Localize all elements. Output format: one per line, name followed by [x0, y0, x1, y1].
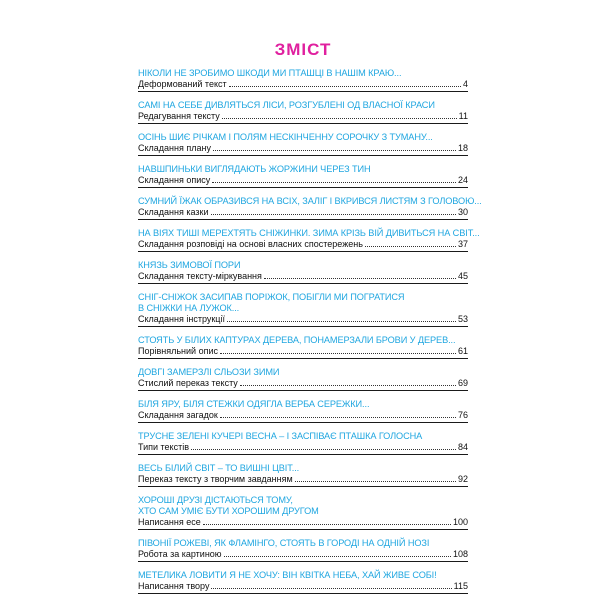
toc-entry — [138, 431, 468, 455]
toc-heading-line: БІЛЯ ЯРУ, БІЛЯ СТЕЖКИ ОДЯГЛА ВЕРБА СЕРЕЖКИ... — [138, 399, 370, 409]
toc-heading-line: НАВШПИНЬКИ ВИГЛЯДАЮТЬ ЖОРЖИНИ ЧЕРЕЗ ТИН — [138, 164, 371, 174]
toc-entry-heading — [138, 431, 468, 442]
page-title: ЗМІСТ — [274, 40, 332, 59]
toc-entry — [138, 495, 468, 530]
toc-entry — [138, 292, 468, 327]
toc-entry-heading — [138, 292, 468, 314]
toc-entry-row — [138, 207, 468, 220]
toc-entry-page-number: 69 — [457, 378, 468, 388]
toc-heading-line: КНЯЗЬ ЗИМОВОЇ ПОРИ — [138, 260, 241, 270]
toc-entry-row — [138, 517, 468, 530]
toc-entry-row — [138, 314, 468, 327]
toc-entry-row — [138, 143, 468, 156]
toc-entry-row — [138, 239, 468, 252]
toc-heading-line: НІКОЛИ НЕ ЗРОБИМО ШКОДИ МИ ПТАШЦІ В НАШІМ КРАЮ... — [138, 68, 402, 78]
toc-entry-label: Складання опису — [138, 175, 211, 185]
toc-entry-heading — [138, 100, 468, 111]
toc-entry-label: Написання есе — [138, 517, 201, 527]
toc-entry-row — [138, 79, 468, 92]
dot-leader — [213, 150, 456, 151]
toc-heading-line: ХОРОШІ ДРУЗІ ДІСТАЮТЬСЯ ТОМУ, — [138, 495, 293, 505]
dot-leader — [295, 481, 456, 482]
toc-entry-row — [138, 549, 468, 562]
toc-entry-page-number: 11 — [458, 111, 468, 121]
toc-entry — [138, 132, 468, 156]
toc-entry-heading — [138, 68, 468, 79]
dot-leader — [203, 524, 451, 525]
toc-entry-page-number: 61 — [457, 346, 468, 356]
toc-heading-line: ПІВОНІЇ РОЖЕВІ, ЯК ФЛАМІНГО, СТОЯТЬ В ГОРОДІ НА ОДНІЙ НОЗІ — [138, 538, 430, 548]
toc-entry-heading — [138, 399, 468, 410]
toc-entry-page-number: 37 — [457, 239, 468, 249]
toc-entry — [138, 196, 482, 220]
toc-entry-heading — [138, 463, 468, 474]
dot-leader — [191, 449, 456, 450]
dot-leader — [220, 353, 456, 354]
toc-entry-heading — [138, 495, 468, 517]
toc-entry-row — [138, 346, 468, 359]
toc-entry-page-number: 45 — [457, 271, 468, 281]
toc-entry-row — [138, 271, 468, 284]
toc-entry-label: Робота за картиною — [138, 549, 222, 559]
dot-leader — [227, 321, 456, 322]
toc-list — [138, 68, 482, 594]
toc-entry — [138, 228, 480, 252]
toc-entry-page-number: 4 — [462, 79, 468, 89]
toc-entry-page-number: 76 — [457, 410, 468, 420]
toc-entry-label: Складання розповіді на основі власних спостережень — [138, 239, 363, 249]
toc-entry-page-number: 53 — [457, 314, 468, 324]
dot-leader — [224, 556, 451, 557]
dot-leader — [211, 588, 451, 589]
dot-leader — [222, 118, 457, 119]
dot-leader — [212, 182, 456, 183]
toc-entry — [138, 538, 468, 562]
toc-entry-heading — [138, 132, 468, 143]
toc-entry-page-number: 92 — [457, 474, 468, 484]
toc-entry-page-number: 30 — [457, 207, 468, 217]
dot-leader — [220, 417, 456, 418]
toc-entry-row — [138, 378, 468, 391]
toc-entry-page-number: 18 — [457, 143, 468, 153]
toc-entry — [138, 260, 468, 284]
toc-heading-line: В СНІЖКИ НА ЛУЖОК... — [138, 303, 240, 313]
toc-entry-label: Написання твору — [138, 581, 210, 591]
dot-leader — [264, 278, 456, 279]
toc-entry-page-number: 24 — [457, 175, 468, 185]
toc-heading-line: ВЕСЬ БІЛИЙ СВІТ – ТО ВИШНІ ЦВІТ... — [138, 463, 300, 473]
toc-entry-label: Складання казки — [138, 207, 209, 217]
toc-entry-label: Стислий переказ тексту — [138, 378, 238, 388]
toc-entry-heading — [138, 538, 468, 549]
dot-leader — [211, 214, 456, 215]
toc-entry-page-number: 115 — [453, 581, 468, 591]
toc-heading-line: ТРУСНЕ ЗЕЛЕНІ КУЧЕРІ ВЕСНА – І ЗАСПІВАЄ ПТАШКА ГОЛОСНА — [138, 431, 423, 441]
toc-entry-heading — [138, 228, 480, 239]
toc-entry — [138, 570, 468, 594]
toc-entry-label: Деформований текст — [138, 79, 227, 89]
dot-leader — [229, 86, 461, 87]
toc-entry — [138, 463, 468, 487]
toc-entry — [138, 164, 468, 188]
table-of-contents — [138, 40, 482, 602]
toc-entry-page-number: 84 — [457, 442, 468, 452]
toc-entry-row — [138, 581, 468, 594]
toc-entry — [138, 100, 468, 124]
toc-entry-label: Складання плану — [138, 143, 211, 153]
toc-heading-line: СТОЯТЬ У БІЛИХ КАПТУРАХ ДЕРЕВА, ПОНАМЕРЗАЛИ БРОВИ У ДЕРЕВ... — [138, 335, 456, 345]
toc-entry-label: Типи текстів — [138, 442, 189, 452]
toc-entry-heading — [138, 196, 482, 207]
toc-entry-heading — [138, 164, 468, 175]
toc-entry-page-number: 108 — [452, 549, 468, 559]
toc-heading-line: ОСІНЬ ШИЄ РІЧКАМ І ПОЛЯМ НЕСКІНЧЕННУ СОРОЧКУ З ТУМАНУ... — [138, 132, 433, 142]
toc-entry-page-number: 100 — [452, 517, 468, 527]
toc-entry — [138, 68, 468, 92]
toc-entry-row — [138, 111, 468, 124]
toc-entry-row — [138, 442, 468, 455]
toc-entry-label: Складання інструкції — [138, 314, 225, 324]
toc-entry-row — [138, 175, 468, 188]
toc-entry-row — [138, 474, 468, 487]
toc-entry-label: Переказ тексту з творчим завданням — [138, 474, 293, 484]
toc-heading-line: ХТО САМ УМІЄ БУТИ ХОРОШИМ ДРУГОМ — [138, 506, 319, 516]
toc-heading-line: СНІГ-СНІЖОК ЗАСИПАВ ПОРІЖОК, ПОБІГЛИ МИ ПОГРАТИСЯ — [138, 292, 405, 302]
toc-entry-row — [138, 410, 468, 423]
toc-entry-heading — [138, 367, 468, 378]
toc-entry-heading — [138, 260, 468, 271]
toc-heading-line: НА ВІЯХ ТИШІ МЕРЕХТЯТЬ СНІЖИНКИ. ЗИМА КРІЗЬ ВІЙ ДИВИТЬСЯ НА СВІТ... — [138, 228, 480, 238]
toc-entry-heading — [138, 570, 468, 581]
toc-entry-heading — [138, 335, 468, 346]
toc-entry-label: Складання тексту-міркування — [138, 271, 262, 281]
toc-entry — [138, 367, 468, 391]
toc-entry-label: Порівняльний опис — [138, 346, 218, 356]
toc-heading-line: САМІ НА СЕБЕ ДИВЛЯТЬСЯ ЛІСИ, РОЗГУБЛЕНІ ОД ВЛАСНОЇ КРАСИ — [138, 100, 435, 110]
toc-heading-line: СУМНИЙ ЇЖАК ОБРАЗИВСЯ НА ВСІХ, ЗАЛІГ І ВКРИВСЯ ЛИСТЯМ З ГОЛОВОЮ... — [138, 196, 482, 206]
dot-leader — [240, 385, 456, 386]
dot-leader — [365, 246, 456, 247]
toc-entry — [138, 335, 468, 359]
toc-heading-line: ДОВГІ ЗАМЕРЗЛІ СЛЬОЗИ ЗИМИ — [138, 367, 280, 377]
toc-heading-line: МЕТЕЛИКА ЛОВИТИ Я НЕ ХОЧУ: ВІН КВІТКА НЕБА, ХАЙ ЖИВЕ СОБІ! — [138, 570, 437, 580]
toc-entry — [138, 399, 468, 423]
toc-entry-label: Складання загадок — [138, 410, 218, 420]
toc-entry-label: Редагування тексту — [138, 111, 220, 121]
